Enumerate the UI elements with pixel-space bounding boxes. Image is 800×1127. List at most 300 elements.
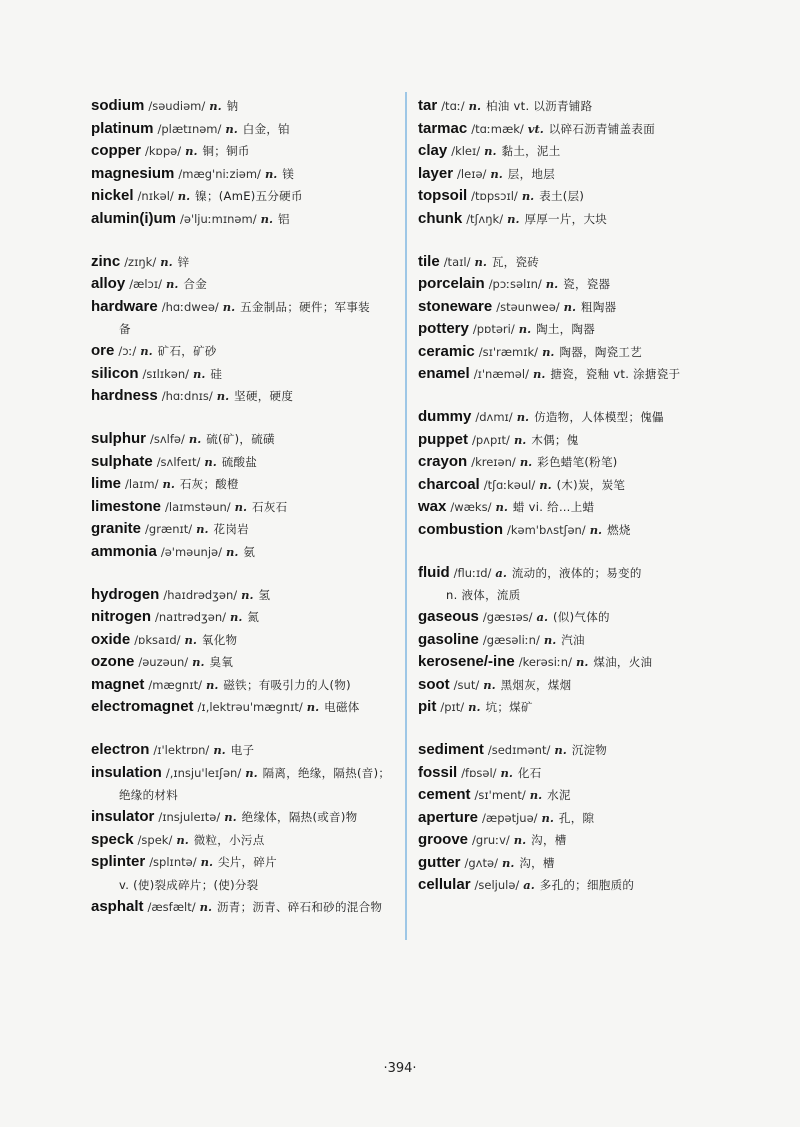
headword: silicon [91,364,139,382]
part-of-speech: n. [529,788,543,802]
dictionary-entry [418,629,718,652]
dictionary-entry [418,451,718,474]
dictionary-entry [418,874,718,897]
definition: 木偶；傀 [531,432,579,447]
definition: 硫酸盐 [221,454,258,469]
part-of-speech: n. [507,211,520,226]
headword: gutter [418,853,461,871]
definition: 沟，槽 [531,833,567,847]
pronunciation: /leɪə/ [457,166,487,181]
headword: wax [418,498,447,515]
dictionary-entry [91,739,401,762]
dictionary-entry [91,251,401,274]
pronunciation: /ɔː/ [118,344,137,358]
headword: gasoline [418,630,479,648]
pronunciation: /sɪ'ræmɪk/ [478,344,539,359]
headword: alumin(i)um [91,209,176,227]
headword: tarmac [418,119,468,137]
definition: 彩色蜡笔(粉笔) [537,455,618,469]
part-of-speech: n. [521,189,535,203]
headword: platinum [91,119,154,137]
entry-group [91,739,401,918]
headword: charcoal [418,475,480,493]
definition: 石灰；酸橙 [179,477,239,491]
pronunciation: /sɪlɪkən/ [142,366,190,381]
definition: 硅 [210,366,223,381]
part-of-speech: n. [513,432,527,447]
headword: fluid [418,563,450,581]
dictionary-entry [91,163,401,186]
headword: fossil [418,763,458,781]
right-column [418,95,718,917]
part-of-speech: n. [229,610,243,624]
part-of-speech: n. [474,254,487,269]
headword: clay [418,142,448,159]
part-of-speech: n. [541,810,554,825]
dictionary-entry [91,651,401,674]
entry-group [418,251,718,386]
definition: 表土(层) [539,189,585,203]
headword: puppet [418,430,468,448]
definition: 水泥 [547,788,571,802]
definition: 镍；(AmE)五分硬币 [195,189,303,203]
pronunciation: /naɪtrədʒən/ [155,610,226,624]
definition: 蜡 vi. 给…上蜡 [512,500,595,514]
definition: 磁铁；有吸引力的人(物) [223,677,351,692]
dictionary-entry [418,163,718,186]
dictionary-entry [418,363,718,386]
definition-continuation: 备 [119,322,131,336]
headword: crayon [418,453,468,470]
headword: asphalt [91,897,144,915]
part-of-speech: n. [518,322,532,336]
headword: sulphur [91,430,146,447]
entry-group [418,95,718,230]
part-of-speech: n. [495,500,508,514]
pronunciation: /ɪ'lektrɒn/ [153,743,210,757]
pronunciation: /kəm'bʌstʃən/ [507,522,586,537]
definition: 燃烧 [607,522,631,537]
pronunciation: /tɑː/ [441,99,465,113]
dictionary-entry [91,340,401,363]
part-of-speech: n. [160,254,173,269]
part-of-speech: n. [162,477,175,491]
headword: stoneware [418,297,493,315]
part-of-speech: n. [192,655,205,669]
dictionary-entry [91,762,401,807]
pronunciation: /ɪ,lektrəu'mægnɪt/ [197,700,303,714]
headword: nickel [91,187,134,204]
dictionary-entry [91,829,401,852]
pronunciation: /hɑːdnɪs/ [161,389,213,403]
pronunciation: /səudiəm/ [148,99,206,113]
definition: 微粒，小污点 [193,832,265,847]
headword: groove [418,831,469,848]
headword: alloy [91,275,126,292]
definition: 氧化物 [201,632,238,647]
part-of-speech: n. [185,144,198,158]
headword: porcelain [418,275,485,292]
pronunciation: /kerəsiːn/ [518,655,572,669]
definition: 隔离，绝缘，隔热(音)； [262,765,391,780]
pronunciation: /ɪnsjuleɪtə/ [158,810,221,824]
pronunciation: /gæsəliːn/ [482,632,540,647]
headword: enamel [418,365,470,382]
part-of-speech: n. [225,121,238,136]
pronunciation: /wæks/ [450,500,492,514]
dictionary-entry [91,273,401,296]
definition: 硫(矿)，硫磺 [206,432,275,446]
headword: lime [91,475,122,492]
pronunciation: /taɪl/ [443,254,471,269]
headword: sediment [418,741,484,758]
dictionary-entry [418,95,718,118]
pronunciation: /mæg'niːziəm/ [178,166,261,181]
definition: 流动的，液体的；易变的 [511,565,642,580]
pronunciation: /ə'ljuːmɪnəm/ [180,211,257,226]
definition: 矿石，矿砂 [157,344,217,358]
definition: 氢 [258,587,271,602]
headword: tile [418,252,440,270]
headword: chunk [418,209,463,227]
definition: 白金，铂 [242,121,290,136]
part-of-speech: n. [177,189,191,203]
part-of-speech: n. [193,366,206,381]
pronunciation: /stəunweə/ [496,299,560,314]
dictionary-entry [418,318,718,341]
headword: oxide [91,630,131,648]
part-of-speech: n. [205,677,219,692]
dictionary-entry [91,541,401,564]
headword: cement [418,786,471,803]
definition: 氮 [247,610,260,624]
part-of-speech: n. [222,299,236,314]
dictionary-entry [418,696,718,719]
part-of-speech: n. [532,367,546,381]
definition: 铜；铜币 [202,144,250,158]
part-of-speech: n. [513,833,527,847]
definition: 汽油 [561,632,585,647]
dictionary-entry [91,296,401,341]
part-of-speech: n. [545,277,559,291]
part-of-speech: n. [539,477,552,492]
definition: 坑；煤矿 [485,700,533,714]
definition: 尖片，碎片 [217,855,277,869]
headword: ammonia [91,542,157,560]
pronunciation: /æsfælt/ [147,899,196,914]
pronunciation: /kɒpə/ [145,144,182,158]
entry-group [418,739,718,897]
definition: (似)气体的 [553,610,610,624]
headword: ceramic [418,342,475,360]
pronunciation: /sʌlfeɪt/ [156,454,201,469]
dictionary-entry [418,762,718,785]
part-of-speech: n. [484,144,497,158]
dictionary-entry [91,140,401,163]
dictionary-entry [91,518,401,541]
part-of-speech: n. [264,166,278,181]
headword: ozone [91,653,135,670]
pronunciation: /əuzəun/ [138,655,189,669]
definition: 沟，槽 [519,855,555,870]
part-of-speech: n. [260,211,273,226]
dictionary-entry [418,474,718,497]
pronunciation: /ɒksaɪd/ [134,632,181,647]
pronunciation: /sedɪmənt/ [487,743,551,757]
entry-group [91,428,401,563]
entry-group [418,406,718,541]
dictionary-entry [418,118,718,141]
headword: hardware [91,297,158,315]
definition: 陶土，陶器 [536,322,596,336]
dictionary-entry [418,807,718,830]
headword: insulator [91,808,155,825]
pronunciation: /kreɪən/ [471,455,516,469]
definition: 钠 [226,99,239,113]
dictionary-entry [91,674,401,697]
headword: ore [91,342,115,359]
definition: 陶器，陶瓷工艺 [559,344,643,359]
headword: aperture [418,808,479,826]
dictionary-entry [418,185,718,208]
part-of-speech: n. [468,99,481,113]
part-of-speech: a. [536,610,549,624]
definition: 坚硬，硬度 [234,389,294,403]
part-of-speech: n. [184,632,197,647]
pronunciation: /mægnɪt/ [148,677,202,692]
definition: 沉淀物 [571,743,608,757]
pronunciation: /pɒtəri/ [472,322,515,336]
pronunciation: /fɒsəl/ [461,765,497,780]
headword: hardness [91,387,158,404]
definition: 花岗岩 [213,522,249,536]
headword: cellular [418,876,471,893]
part-of-speech: n. [209,99,222,113]
definition: 臭氧 [209,655,234,669]
pronunciation: /tɑːmæk/ [471,121,524,136]
definition: (木)炭，炭笔 [556,477,626,492]
part-of-speech: a. [495,565,507,580]
dictionary-entry [418,496,718,519]
pronunciation: /fluːɪd/ [453,565,492,580]
part-of-speech: n. [166,277,179,291]
headword: sodium [91,97,145,114]
part-of-speech: n. [500,765,513,780]
pronunciation: /ælɔɪ/ [129,277,163,291]
dictionary-entry [418,674,718,697]
dictionary-entry [91,385,401,408]
dictionary-entry [91,363,401,386]
dictionary-entry [418,341,718,364]
part-of-speech: n. [554,743,567,757]
dictionary-entry [91,208,401,231]
pronunciation: /gʌtə/ [464,855,498,870]
definition: 厚厚一片，大块 [524,211,608,226]
pronunciation: /hɑːdweə/ [161,299,219,314]
definition: 多孔的；细胞质的 [539,878,635,892]
part-of-speech: n. [490,166,503,181]
part-of-speech: n. [196,522,209,536]
part-of-speech: n. [241,587,254,602]
part-of-speech: n. [245,765,258,780]
definition: 石灰石 [252,499,288,514]
entry-group [418,562,718,719]
definition: 仿造物，人体模型；傀儡 [534,410,664,424]
headword: pottery [418,320,469,337]
dictionary-entry [418,273,718,296]
headword: granite [91,520,142,537]
part-of-speech: n. [306,700,320,714]
headword: pit [418,698,437,715]
pronunciation: /laɪm/ [125,477,159,491]
headword: speck [91,830,134,848]
dictionary-entry [418,739,718,762]
pronunciation: /laɪmstəun/ [165,499,231,514]
definition: 孔，隙 [558,810,595,825]
definition: 电子 [230,743,255,757]
headword: zinc [91,252,121,270]
definition: 搪瓷，瓷釉 vt. 涂搪瓷于 [550,367,681,381]
headword: magnesium [91,164,175,182]
headword: magnet [91,675,145,693]
definition-continuation: 绝缘的材料 [119,788,178,802]
pronunciation: /pɔːsəlɪn/ [488,277,542,291]
definition: 瓦，瓷砖 [491,254,540,269]
dictionary-entry [91,851,401,896]
dictionary-entry [418,784,718,807]
definition: 以碎石沥青铺盖表面 [548,121,655,136]
pronunciation: /plætɪnəm/ [157,121,222,136]
dictionary-entry [418,208,718,231]
part-of-speech: a. [523,878,535,892]
dictionary-entry [418,852,718,875]
part-of-speech: n. [188,432,202,446]
dictionary-entry [91,95,401,118]
entry-group [91,95,401,230]
pronunciation: /zɪŋk/ [124,254,157,269]
pronunciation: /sut/ [453,677,480,692]
definition: 柏油 vt. 以沥青铺路 [486,99,593,113]
part-of-speech: vt. [527,121,544,136]
headword: tar [418,97,438,114]
left-column [91,95,401,939]
pronunciation: /gæsɪəs/ [482,610,533,624]
part-of-speech: n. [501,855,515,870]
dictionary-entry [418,829,718,852]
dictionary-entry [91,496,401,519]
definition: 瓷，瓷器 [563,277,611,291]
dictionary-entry [91,584,401,607]
definition: 绝缘体，隔热(或音)物 [241,810,358,824]
definition: 五金制品；硬件；军事装 [240,299,370,314]
pronunciation: /spek/ [137,832,173,847]
part-of-speech: n. [542,344,555,359]
part-of-speech: n. [200,855,213,869]
dictionary-entry [418,562,718,607]
headword: copper [91,142,142,159]
headword: electron [91,741,150,758]
headword: kerosene/-ine [418,653,515,670]
pronunciation: /sɪ'ment/ [474,788,526,802]
part-of-speech: n. [176,832,189,847]
dictionary-entry [91,896,401,919]
pronunciation: /sʌlfə/ [150,432,185,446]
part-of-speech: n. [468,700,481,714]
definition: 镁 [282,166,295,181]
part-of-speech: n. [213,743,226,757]
dictionary-entry [418,251,718,274]
headword: hydrogen [91,585,160,603]
pronunciation: /,ɪnsju'leɪʃən/ [165,765,242,780]
headword: layer [418,164,454,182]
pronunciation: /kleɪ/ [451,144,481,158]
definition: 合金 [183,277,207,291]
headword: limestone [91,497,162,515]
dictionary-entry [91,629,401,652]
dictionary-entry [418,140,718,163]
headword: soot [418,675,450,693]
pronunciation: /ɪ'næməl/ [473,367,529,381]
part-of-speech: n. [563,299,577,314]
definition: 黑烟灰，煤烟 [500,677,572,692]
definition-continuation: n. 液体，流质 [446,588,521,602]
dictionary-entry [91,185,401,208]
pronunciation: /pʌpɪt/ [472,432,510,447]
dictionary-entry [418,606,718,629]
pronunciation: /dʌmɪ/ [475,410,513,424]
pronunciation: /ə'məunjə/ [160,544,222,559]
dictionary-entry [91,118,401,141]
definition: 氨 [243,544,256,559]
definition: 电磁体 [324,700,360,714]
headword: sulphate [91,452,153,470]
pronunciation: /haɪdrədʒən/ [163,587,238,602]
definition-continuation: v. (使)裂成碎片；(使)分裂 [119,877,259,892]
headword: electromagnet [91,698,194,715]
dictionary-entry [418,429,718,452]
pronunciation: /splɪntə/ [149,855,197,869]
dictionary-entry [418,296,718,319]
headword: combustion [418,520,503,538]
definition: 沥青；沥青、碎石和砂的混合物 [216,899,383,914]
definition: 铝 [277,211,290,226]
headword: splinter [91,853,146,870]
definition: 化石 [517,765,542,780]
dictionary-entry [91,428,401,451]
headword: nitrogen [91,608,151,625]
definition: 层，地层 [507,166,555,181]
part-of-speech: n. [575,655,589,669]
part-of-speech: n. [543,632,557,647]
definition: 黏土，泥土 [501,144,561,158]
entry-group [91,584,401,719]
dictionary-entry [418,651,718,674]
definition: 锌 [177,254,190,269]
entry-group [91,251,401,408]
definition: 粗陶器 [581,299,617,314]
part-of-speech: n. [516,410,530,424]
pronunciation: /nɪkəl/ [137,189,174,203]
dictionary-entry [91,451,401,474]
dictionary-entry [91,806,401,829]
part-of-speech: n. [234,499,248,514]
part-of-speech: n. [224,810,237,824]
dictionary-entry [418,406,718,429]
dictionary-entry [418,519,718,542]
dictionary-entry [91,696,401,719]
headword: gaseous [418,608,479,625]
headword: insulation [91,763,162,781]
